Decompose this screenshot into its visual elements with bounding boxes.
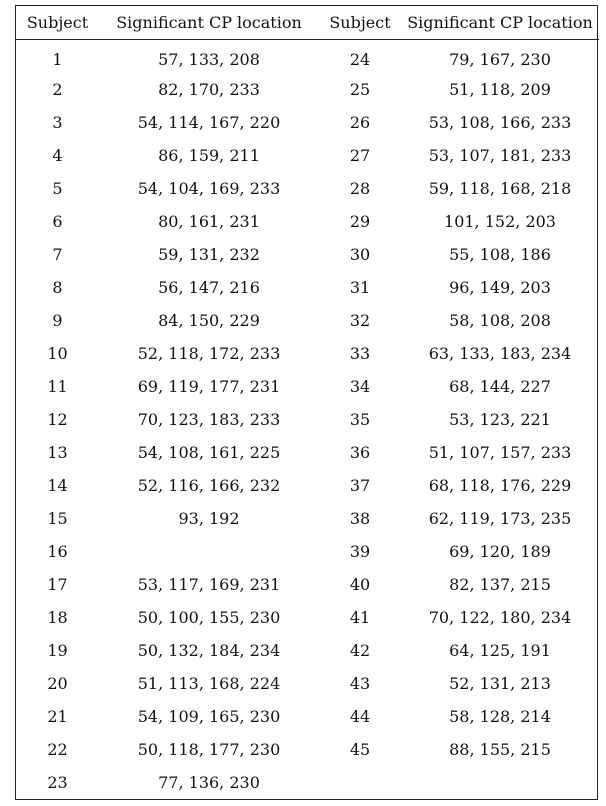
- cp-location-right-cell: 59, 118, 168, 218: [428, 179, 572, 198]
- subject-left-cell: 17: [47, 575, 68, 594]
- cp-location-left-cell: 54, 109, 165, 230: [137, 707, 281, 726]
- cp-location-left-cell: 70, 123, 183, 233: [137, 410, 281, 429]
- cp-location-left-cell: 54, 114, 167, 220: [137, 113, 281, 132]
- cp-location-right-cell: 70, 122, 180, 234: [428, 608, 572, 627]
- subject-left-cell: 19: [47, 641, 68, 660]
- subject-right-cell: 31: [349, 278, 371, 297]
- subject-left-cell: 22: [47, 740, 68, 759]
- table-row: [16, 502, 599, 535]
- subject-right-cell: 39: [349, 542, 371, 561]
- cp-location-left-cell: 82, 170, 233: [158, 80, 260, 99]
- table-row: [16, 436, 599, 469]
- subject-left-cell: 10: [47, 344, 68, 363]
- cp-location-left-cell: 51, 113, 168, 224: [137, 674, 281, 693]
- subject-right-cell: 34: [349, 377, 371, 396]
- cp-location-left-cell: 56, 147, 216: [158, 278, 260, 297]
- subject-left-cell: 7: [52, 245, 63, 264]
- subject-left-cell: 1: [52, 50, 63, 69]
- subject-right-cell: 45: [349, 740, 371, 759]
- table-row: [16, 271, 599, 304]
- table-row: [16, 172, 599, 205]
- cp-location-right-cell: 53, 107, 181, 233: [428, 146, 572, 165]
- cp-location-right-cell: 79, 167, 230: [449, 50, 551, 69]
- subject-left-cell: 21: [47, 707, 68, 726]
- table-row: [16, 370, 599, 403]
- table-row: [16, 139, 599, 172]
- cp-location-left-cell: 52, 116, 166, 232: [137, 476, 281, 495]
- subject-right-cell: 30: [349, 245, 371, 264]
- table-row: [16, 304, 599, 337]
- table-row: [16, 700, 599, 733]
- subject-left-cell: 5: [52, 179, 63, 198]
- table-row: [16, 634, 599, 667]
- subject-left-cell: 9: [52, 311, 63, 330]
- header-cp-location-left: Significant CP location: [99, 6, 319, 40]
- cp-location-left-cell: 84, 150, 229: [158, 311, 260, 330]
- table-row: [16, 469, 599, 502]
- cp-location-left-cell: 59, 131, 232: [158, 245, 260, 264]
- subject-left-cell: 13: [47, 443, 68, 462]
- cp-location-right-cell: 63, 133, 183, 234: [428, 344, 572, 363]
- cp-location-right-cell: 55, 108, 186: [449, 245, 551, 264]
- cp-location-right-cell: 101, 152, 203: [444, 212, 556, 231]
- subject-right-cell: 28: [349, 179, 371, 198]
- table-body: [16, 40, 599, 800]
- cp-location-left-cell: 53, 117, 169, 231: [137, 575, 281, 594]
- subject-right-cell: 44: [349, 707, 371, 726]
- cp-location-left-cell: 77, 136, 230: [158, 773, 260, 792]
- table-row: [16, 106, 599, 139]
- subject-left-cell: 11: [47, 377, 68, 396]
- table-row: [16, 568, 599, 601]
- cp-location-right-cell: 82, 137, 215: [449, 575, 551, 594]
- cp-location-right-cell: 51, 118, 209: [449, 80, 551, 99]
- cp-location-right-cell: 58, 128, 214: [449, 707, 551, 726]
- subject-left-cell: 15: [47, 509, 68, 528]
- table-row: [16, 40, 599, 74]
- header-cp-location-right: Significant CP location: [401, 6, 599, 40]
- subject-right-cell: 35: [349, 410, 371, 429]
- header-subject-right: Subject: [319, 6, 401, 40]
- subject-right-cell: 38: [349, 509, 371, 528]
- subject-right-cell: 27: [349, 146, 371, 165]
- table-row: [16, 337, 599, 370]
- table-row: [16, 205, 599, 238]
- table-row: [16, 403, 599, 436]
- cp-location-right-cell: 68, 118, 176, 229: [428, 476, 572, 495]
- subject-left-cell: 16: [47, 542, 68, 561]
- table-row: [16, 667, 599, 700]
- cp-location-right-cell: 53, 123, 221: [449, 410, 551, 429]
- subject-right-cell: 40: [349, 575, 371, 594]
- table-row: [16, 73, 599, 106]
- subject-left-cell: 4: [52, 146, 63, 165]
- subject-right-cell: 32: [349, 311, 371, 330]
- cp-location-left-cell: 80, 161, 231: [158, 212, 260, 231]
- subject-right-cell: 26: [349, 113, 371, 132]
- subject-left-cell: 3: [52, 113, 63, 132]
- subject-right-cell: 25: [349, 80, 371, 99]
- cp-location-right-cell: 58, 108, 208: [449, 311, 551, 330]
- subject-left-cell: 6: [52, 212, 63, 231]
- cp-location-left-cell: 52, 118, 172, 233: [137, 344, 281, 363]
- cp-location-table-container: [15, 5, 598, 800]
- table-row: [16, 601, 599, 634]
- table-header: [16, 6, 599, 40]
- subject-left-cell: 14: [47, 476, 68, 495]
- cp-location-right-cell: 62, 119, 173, 235: [428, 509, 572, 528]
- table-row: [16, 535, 599, 568]
- cp-location-left-cell: 50, 132, 184, 234: [137, 641, 281, 660]
- cp-location-left-cell: 93, 192: [178, 509, 240, 528]
- subject-left-cell: 2: [52, 80, 63, 99]
- subject-right-cell: 37: [349, 476, 371, 495]
- cp-location-left-cell: 57, 133, 208: [158, 50, 260, 69]
- header-subject-left: Subject: [16, 6, 99, 40]
- table-row: [16, 733, 599, 766]
- header-row: [16, 6, 599, 40]
- subject-right-cell: 43: [349, 674, 371, 693]
- subject-right-cell: [319, 766, 401, 799]
- subject-right-cell: 24: [349, 50, 371, 69]
- cp-location-right-cell: 68, 144, 227: [449, 377, 551, 396]
- cp-location-right-cell: [401, 766, 599, 799]
- cp-location-left-cell: 69, 119, 177, 231: [137, 377, 281, 396]
- subject-left-cell: 18: [47, 608, 68, 627]
- cp-location-right-cell: 53, 108, 166, 233: [428, 113, 572, 132]
- subject-left-cell: 23: [47, 773, 68, 792]
- cp-location-right-cell: 64, 125, 191: [449, 641, 551, 660]
- subject-left-cell: 8: [52, 278, 63, 297]
- cp-location-right-cell: 51, 107, 157, 233: [428, 443, 572, 462]
- table-row: [16, 238, 599, 271]
- cp-location-left-cell: 54, 104, 169, 233: [137, 179, 281, 198]
- cp-location-right-cell: 96, 149, 203: [449, 278, 551, 297]
- subject-right-cell: 42: [349, 641, 371, 660]
- subject-left-cell: 20: [47, 674, 68, 693]
- subject-right-cell: 41: [349, 608, 371, 627]
- cp-location-right-cell: 52, 131, 213: [449, 674, 551, 693]
- subject-right-cell: 36: [349, 443, 371, 462]
- cp-location-left-cell: [99, 535, 319, 568]
- cp-location-left-cell: 50, 118, 177, 230: [137, 740, 281, 759]
- subject-right-cell: 29: [349, 212, 371, 231]
- cp-location-left-cell: 86, 159, 211: [158, 146, 260, 165]
- subject-right-cell: 33: [349, 344, 371, 363]
- cp-location-table: [16, 6, 599, 799]
- table-row: [16, 766, 599, 799]
- cp-location-right-cell: 88, 155, 215: [449, 740, 551, 759]
- cp-location-right-cell: 69, 120, 189: [449, 542, 551, 561]
- cp-location-left-cell: 54, 108, 161, 225: [137, 443, 281, 462]
- cp-location-left-cell: 50, 100, 155, 230: [137, 608, 281, 627]
- subject-left-cell: 12: [47, 410, 68, 429]
